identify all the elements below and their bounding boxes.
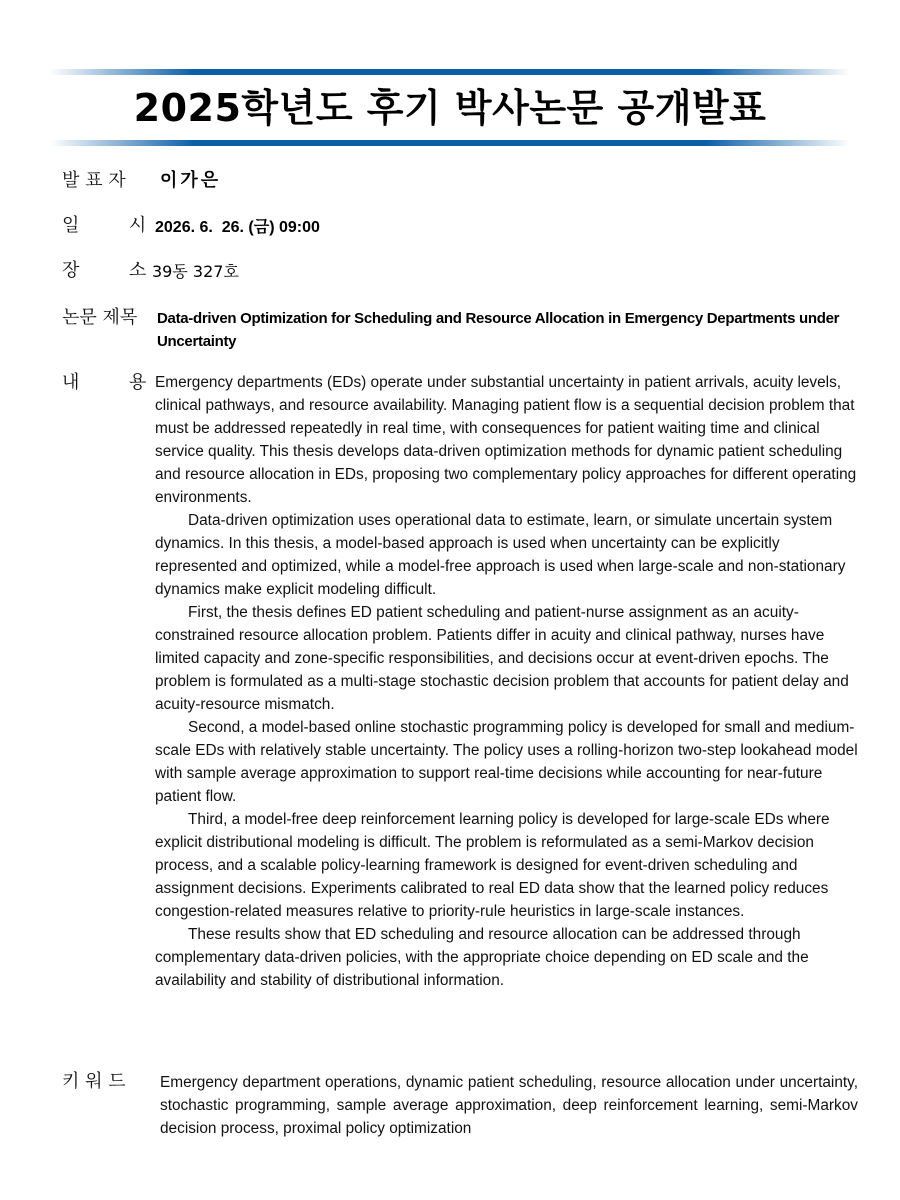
content-label-first: 내 [62, 372, 80, 393]
header-bottom-rule [50, 140, 850, 146]
content-label-second: 용 [128, 372, 147, 393]
datetime-label [62, 214, 146, 238]
abstract-paragraph: Third, a model-free deep reinforcement learning policy is developed for large-scale EDs where explicit distributional modeling is difficult. The problem is reformulated as a semi-Markov decision process, and a scalable policy-learning framework is designed for event-driven scheduling and assignment decisions. Experiments calibrated to real ED data show that the learned policy reduces congestion-related measures relative to priority-rule heuristics in large-scale instances. [155, 811, 830, 920]
datetime-value: 2026. 6. 26. (금) 09:00 [155, 219, 320, 236]
location-value: 39동 327호 [152, 262, 239, 281]
presenter-label: 발 표 자 [62, 170, 126, 191]
thesis-title-value: Data-driven Optimization for Scheduling and Resource Allocation in Emergency Departments under Uncertainty [157, 310, 840, 350]
thesis-title-label: 논문 제목 [62, 307, 138, 328]
datetime-label-second: 시 [128, 215, 147, 236]
abstract-paragraph: Emergency departments (EDs) operate under substantial uncertainty in patient arrivals, acuity levels, clinical pathways, and resource availability. Managing patient flow is a sequential decision problem that must be addressed repeatedly in real time, with consequences for patient waiting time and clinical service quality. This thesis develops data-driven optimization methods for dynamic patient scheduling and resource allocation in EDs, proposing two complementary policy approaches for different operating environments. [155, 374, 857, 506]
abstract-content [155, 371, 861, 992]
location-label-second: 소 [128, 260, 147, 281]
content-label [62, 371, 146, 395]
location-label-first: 장 [62, 260, 80, 281]
datetime-label-first: 일 [62, 215, 80, 236]
keywords-label: 키 워 드 [62, 1071, 126, 1092]
abstract-paragraph: Second, a model-based online stochastic programming policy is developed for small and medium-scale EDs with relatively stable uncertainty. The policy uses a rolling-horizon two-step lookahead model with sample average approximation to support real-time decisions while accounting for near-future patient flow. [155, 719, 858, 805]
location-label [62, 259, 146, 283]
presenter-value: 이가은 [160, 170, 222, 191]
page-title: 2025학년도 후기 박사논문 공개발표 [133, 86, 767, 130]
keywords-value: Emergency department operations, dynamic patient scheduling, resource allocation under uncertainty, stochastic programming, sample average approximation, deep reinforcement learning, semi-Markov decision process, proximal policy optimization [160, 1074, 858, 1137]
header-top-rule [50, 69, 850, 75]
abstract-paragraph: Data-driven optimization uses operational data to estimate, learn, or simulate uncertain system dynamics. In this thesis, a model-based approach is used when uncertainty can be explicitly represented and optimized, while a model-free approach is used when large-scale and non-stationary dynamics make explicit modeling difficult. [155, 512, 846, 598]
abstract-paragraph: These results show that ED scheduling and resource allocation can be addressed through complementary data-driven policies, with the appropriate choice depending on ED scale and the availability and stability of distributional information. [155, 926, 809, 989]
abstract-paragraph: First, the thesis defines ED patient scheduling and patient-nurse assignment as an acuity-constrained resource allocation problem. Patients differ in acuity and clinical pathway, nurses have limited capacity and zone-specific responsibilities, and decisions occur at event-driven epochs. The problem is formulated as a multi-stage stochastic decision problem that accounts for patient delay and acuity-resource mismatch. [155, 604, 849, 713]
